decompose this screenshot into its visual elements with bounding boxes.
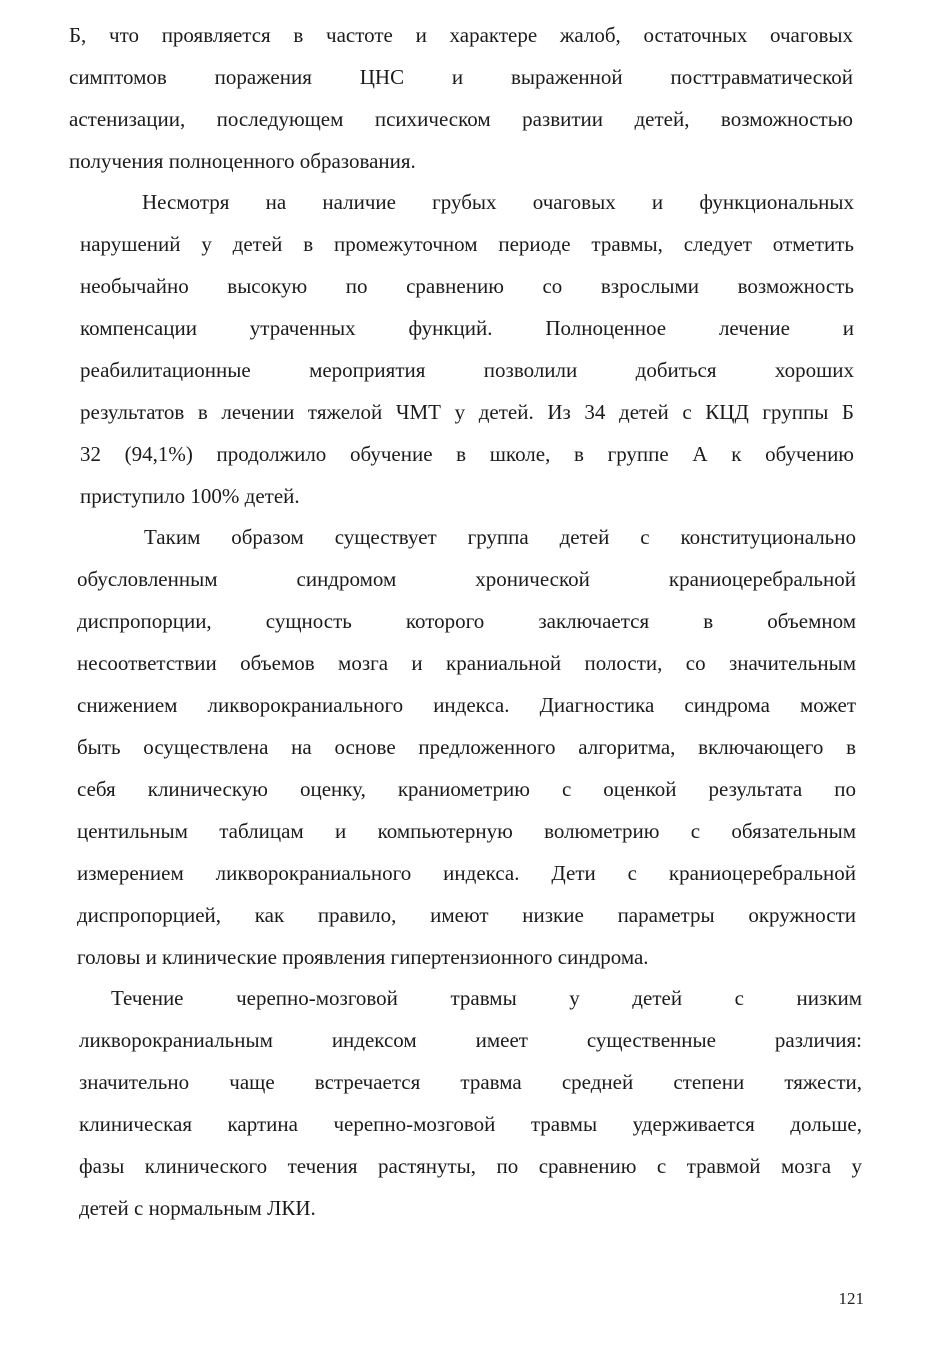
text-line: несоответствии объемов мозга и краниальной полости, со значительным <box>77 651 856 675</box>
text-line: Течение черепно-мозговой травмы у детей с низким <box>111 986 862 1010</box>
text-line: снижением ликворокраниального индекса. Диагностика синдрома может <box>77 693 856 717</box>
text-line: Таким образом существует группа детей с конституционально <box>144 525 856 549</box>
text-line: Несмотря на наличие грубых очаговых и функциональных <box>142 190 854 214</box>
text-line: получения полноценного образования. <box>69 149 416 173</box>
text-line: обусловленным синдромом хронической краниоцеребральной <box>77 567 856 591</box>
text-line: астенизации, последующем психическом развитии детей, возможностью <box>69 107 853 131</box>
paragraph-compensation <box>80 181 854 517</box>
text-line: значительно чаще встречается травма средней степени тяжести, <box>79 1070 862 1094</box>
text-line: 32 (94,1%) продолжило обучение в школе, в группе А к обучению <box>80 442 854 466</box>
text-line: головы и клинические проявления гипертензионного синдрома. <box>77 945 649 969</box>
text-line: измерением ликворокраниального индекса. Дети с краниоцеребральной <box>77 861 856 885</box>
text-line: детей с нормальным ЛКИ. <box>79 1196 316 1220</box>
text-line: себя клиническую оценку, краниометрию с оценкой результата по <box>77 777 856 801</box>
text-line: компенсации утраченных функций. Полноценное лечение и <box>80 316 854 340</box>
text-line: нарушений у детей в промежуточном периоде травмы, следует отметить <box>80 232 854 256</box>
text-line: приступило 100% детей. <box>80 484 300 508</box>
text-line: центильным таблицам и компьютерную волюметрию с обязательным <box>77 819 856 843</box>
paragraph-continuation <box>69 14 853 182</box>
text-line: необычайно высокую по сравнению со взрослыми возможность <box>80 274 854 298</box>
text-line: реабилитационные мероприятия позволили добиться хороших <box>80 358 854 382</box>
text-line: быть осуществлена на основе предложенного алгоритма, включающего в <box>77 735 856 759</box>
text-line: фазы клинического течения растянуты, по сравнению с травмой мозга у <box>79 1154 862 1178</box>
text-line: симптомов поражения ЦНС и выраженной посттравматической <box>69 65 853 89</box>
text-line: диспропорции, сущность которого заключается в объемном <box>77 609 856 633</box>
paragraph-trauma-course <box>79 977 862 1229</box>
paragraph-conclusion <box>77 516 856 978</box>
text-line: Б, что проявляется в частоте и характере жалоб, остаточных очаговых <box>69 23 853 47</box>
text-line: клиническая картина черепно-мозговой травмы удерживается дольше, <box>79 1112 862 1136</box>
text-line: ликворокраниальным индексом имеет существенные различия: <box>79 1028 862 1052</box>
page-number: 121 <box>838 1289 864 1308</box>
text-line: диспропорцией, как правило, имеют низкие параметры окружности <box>77 903 856 927</box>
text-line: результатов в лечении тяжелой ЧМТ у детей. Из 34 детей с КЦД группы Б <box>80 400 854 424</box>
